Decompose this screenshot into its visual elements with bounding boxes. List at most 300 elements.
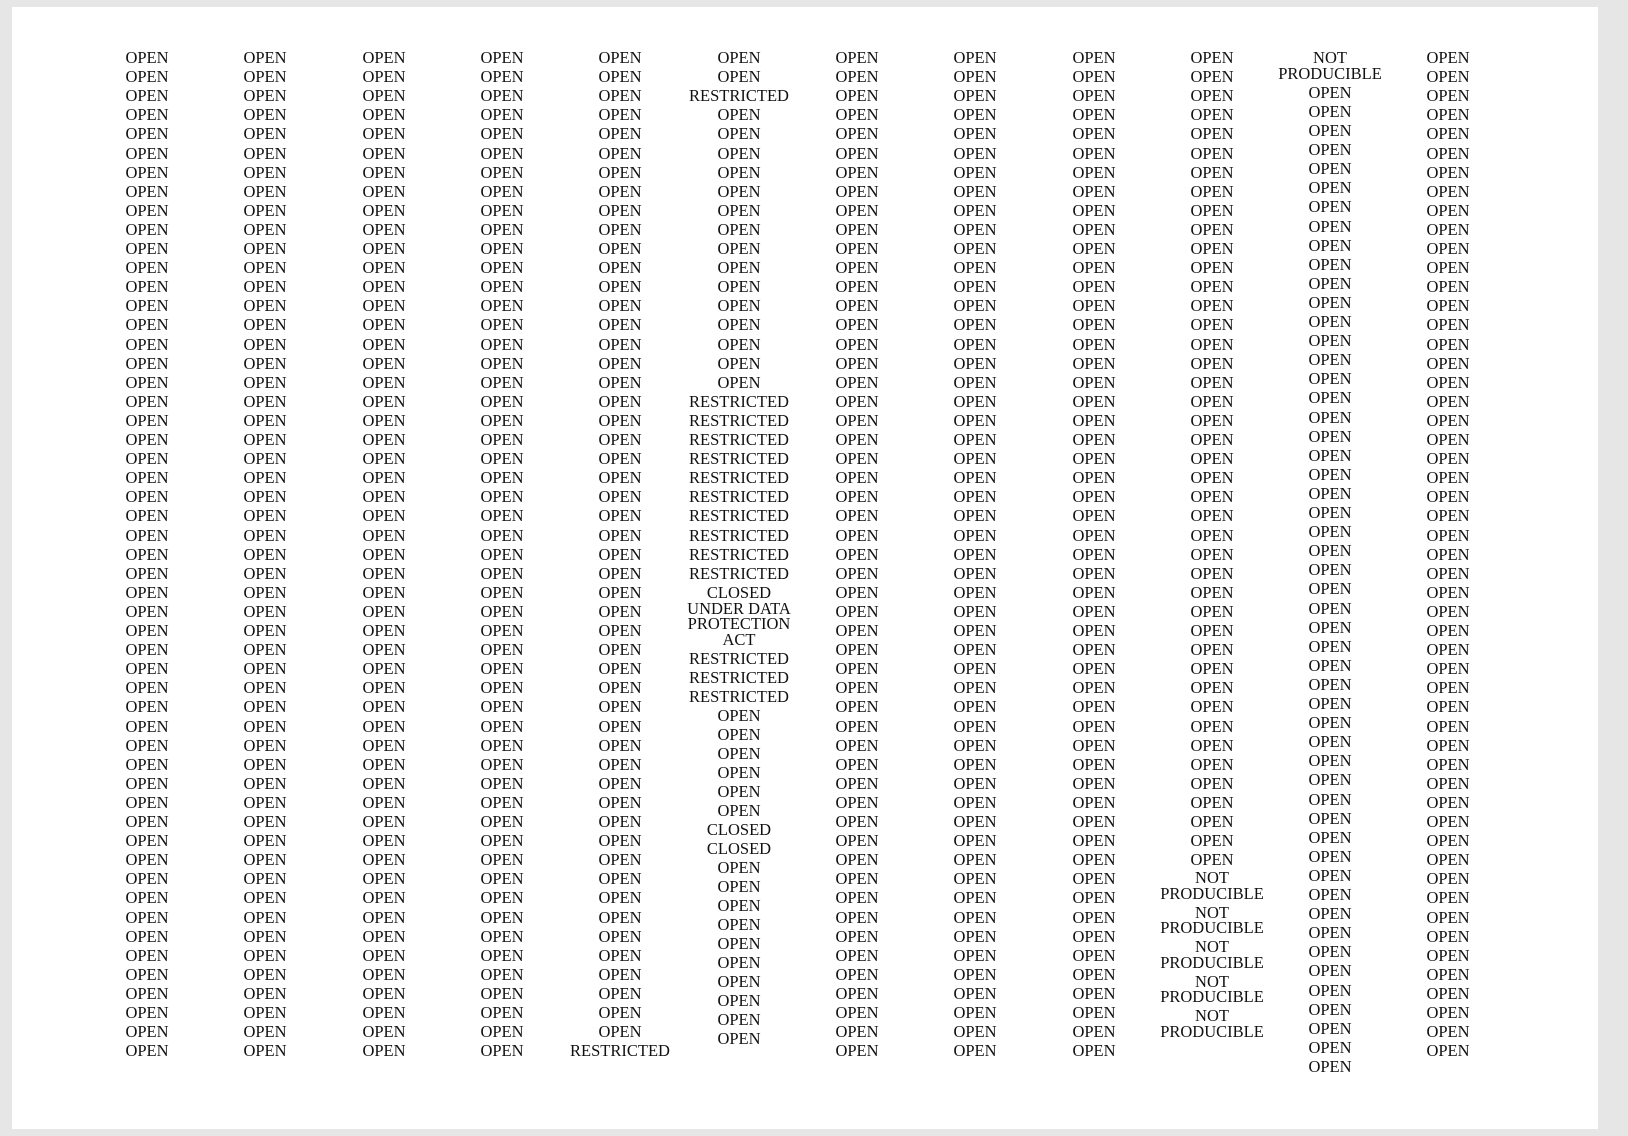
table-cell: OPEN [598,907,642,927]
table-cell: RESTRICTED [689,430,789,449]
table-cell: OPEN [243,659,287,679]
table-cell: OPEN [480,812,524,831]
table-cell: OPEN [835,353,879,373]
table-cell: OPEN [1426,640,1470,660]
table-cell: OPEN [362,239,406,258]
table-cell: OPEN [1190,315,1234,335]
table-cell: OPEN [717,353,761,373]
table-cell: OPEN [243,544,287,564]
table-cell: OPEN [125,219,169,239]
table-cell: OPEN [835,48,879,67]
table-cell: OPEN [1072,983,1116,1003]
table-cell: OPEN [480,792,524,812]
table-cell: OPEN [1308,407,1352,427]
table-cell: OPEN [1308,980,1352,1000]
table-cell: OPEN [1072,792,1116,812]
table-cell: OPEN [480,430,524,449]
table-cell: OPEN [598,697,642,717]
table-cell: OPEN [1072,105,1116,125]
table-cell: OPEN [717,277,761,297]
table-cell: OPEN [1308,197,1352,217]
table-cell: OPEN [125,888,169,908]
table-cell: OPEN [953,544,997,564]
table-cell: OPEN [1072,812,1116,831]
table-cell: OPEN [598,506,642,526]
table-cell: OPEN [835,181,879,201]
table-cell: OPEN [1072,219,1116,239]
table-cell: OPEN [717,706,761,726]
table-cell: OPEN [1308,655,1352,675]
table-cell: OPEN [1426,563,1470,583]
table-cell: OPEN [362,1041,406,1061]
table-cell: OPEN [243,621,287,640]
table-cell: OPEN [362,315,406,335]
table-cell: OPEN [243,907,287,927]
table-cell: OPEN [125,563,169,583]
table-cell: OPEN [1072,277,1116,297]
table-cell: OPEN [125,869,169,889]
table-cell: PRODUCIBLE [1160,883,1264,903]
table-cell: OPEN [1072,506,1116,526]
table-cell: OPEN [598,258,642,278]
table-cell: OPEN [362,907,406,927]
table-cell: OPEN [717,896,761,916]
table-cell: OPEN [1190,659,1234,679]
table-cell: CLOSED [706,582,772,602]
table-cell: OPEN [717,219,761,239]
table-cell: OPEN [835,487,879,507]
table-cell: OPEN [1190,410,1234,430]
table-cell: OPEN [1072,525,1116,545]
table-cell: OPEN [480,964,524,984]
table-cell: OPEN [125,964,169,984]
table-cell: OPEN [243,219,287,239]
table-cell: OPEN [598,601,642,621]
table-cell: OPEN [125,48,169,67]
table-cell: OPEN [243,888,287,908]
table-cell: OPEN [1308,273,1352,293]
table-cell: OPEN [835,792,879,812]
table-cell: OPEN [480,487,524,507]
table-cell: OPEN [717,143,761,163]
table-cell: OPEN [480,582,524,602]
table-cell: OPEN [480,601,524,621]
table-cell: PRODUCIBLE [1160,918,1264,938]
table-cell: OPEN [1072,831,1116,851]
table-cell: OPEN [1072,850,1116,870]
table-cell: OPEN [362,143,406,163]
table-cell: OPEN [1308,426,1352,446]
table-cell: OPEN [835,1041,879,1061]
table-cell: OPEN [125,754,169,774]
table-cell: OPEN [835,124,879,144]
table-cell: OPEN [717,953,761,973]
table-cell: OPEN [480,888,524,908]
table-cell: OPEN [1308,961,1352,981]
table-cell: OPEN [1426,430,1470,449]
table-cell: OPEN [243,277,287,297]
table-cell: OPEN [1190,678,1234,698]
table-cell: OPEN [717,315,761,335]
table-cell: RESTRICTED [689,86,789,106]
table-cell: OPEN [243,315,287,335]
table-cell: OPEN [362,219,406,239]
table-cell: OPEN [243,48,287,67]
table-cell: OPEN [1308,885,1352,904]
table-cell: OPEN [480,219,524,239]
table-cell: OPEN [243,258,287,278]
table-cell: ACT [722,629,756,649]
table-cell: OPEN [835,601,879,621]
table-cell: OPEN [1190,449,1234,469]
table-cell: OPEN [480,640,524,660]
table-cell: OPEN [835,315,879,335]
table-cell: OPEN [1190,219,1234,239]
table-cell: OPEN [953,907,997,927]
table-cell: OPEN [1072,181,1116,201]
table-cell: OPEN [953,525,997,545]
table-cell: OPEN [125,410,169,430]
table-cell: OPEN [835,754,879,774]
table-cell: OPEN [1072,964,1116,984]
table-cell: OPEN [598,926,642,946]
table-cell: OPEN [1072,754,1116,774]
table-cell: OPEN [598,162,642,182]
table-cell: OPEN [953,812,997,831]
table-cell: OPEN [1190,812,1234,831]
table-cell: OPEN [953,506,997,526]
table-cell: OPEN [243,506,287,526]
table-cell: OPEN [1426,678,1470,698]
table-cell: OPEN [1190,697,1234,717]
table-cell: OPEN [125,792,169,812]
table-cell: OPEN [598,773,642,793]
table-cell: OPEN [480,372,524,392]
table-cell: OPEN [362,296,406,316]
table-cell: OPEN [1190,86,1234,106]
table-cell: OPEN [243,869,287,889]
table-cell: RESTRICTED [689,649,789,669]
table-cell: OPEN [835,678,879,698]
table-cell: OPEN [1308,865,1352,885]
table-cell: OPEN [953,353,997,373]
table-cell: OPEN [362,773,406,793]
table-cell: OPEN [1072,659,1116,679]
table-cell: OPEN [1190,506,1234,526]
table-cell: OPEN [1308,101,1352,121]
table-cell: OPEN [1308,388,1352,408]
table-cell: OPEN [243,67,287,87]
table-cell: OPEN [953,67,997,87]
table-cell: OPEN [362,716,406,736]
table-cell: NOT [1313,48,1347,67]
table-cell: OPEN [1426,105,1470,125]
table-cell: OPEN [953,105,997,125]
table-cell: RESTRICTED [689,544,789,564]
table-cell: OPEN [1308,770,1352,790]
table-cell: OPEN [1308,159,1352,179]
table-cell: OPEN [717,67,761,87]
table-cell: OPEN [362,200,406,220]
table-cell: OPEN [835,162,879,182]
table-cell: OPEN [362,86,406,106]
table-cell: OPEN [243,964,287,984]
table-cell: OPEN [125,640,169,660]
table-cell: OPEN [480,754,524,774]
table-cell: OPEN [125,162,169,182]
table-cell: OPEN [835,468,879,488]
table-cell: OPEN [362,468,406,488]
table-cell: OPEN [125,659,169,679]
table-cell: OPEN [835,907,879,927]
table-cell: OPEN [1072,640,1116,660]
table-cell: OPEN [717,296,761,316]
table-cell: OPEN [125,983,169,1003]
table-cell: OPEN [125,430,169,449]
table-cell: OPEN [243,563,287,583]
table-cell: OPEN [362,334,406,354]
table-cell: OPEN [1426,812,1470,831]
table-cell: OPEN [243,1022,287,1042]
table-cell: OPEN [953,869,997,889]
table-cell: OPEN [953,773,997,793]
table-cell: OPEN [1072,334,1116,354]
table-cell: OPEN [480,200,524,220]
table-cell: OPEN [362,487,406,507]
table-cell: OPEN [1426,410,1470,430]
table-cell: OPEN [125,1003,169,1022]
table-cell: OPEN [1072,945,1116,965]
table-cell: OPEN [362,544,406,564]
table-cell: OPEN [1072,468,1116,488]
table-cell: OPEN [125,1041,169,1061]
table-cell: OPEN [835,697,879,717]
table-cell: OPEN [362,888,406,908]
table-cell: OPEN [1426,716,1470,736]
table-cell: OPEN [1308,636,1352,656]
table-cell: OPEN [1072,926,1116,946]
table-cell: OPEN [1072,601,1116,621]
table-cell: OPEN [125,258,169,278]
table-cell: OPEN [362,601,406,621]
table-cell: OPEN [480,162,524,182]
table-cell: OPEN [125,67,169,87]
table-cell: NOT [1195,902,1229,922]
table-cell: OPEN [1426,353,1470,373]
table-cell: OPEN [717,763,761,783]
table-cell: OPEN [598,983,642,1003]
table-cell: OPEN [598,67,642,87]
table-cell: OPEN [362,640,406,660]
table-cell: OPEN [480,410,524,430]
table-cell: OPEN [362,697,406,717]
table-cell: OPEN [1426,735,1470,755]
table-cell: OPEN [717,934,761,954]
table-cell: OPEN [362,1003,406,1022]
table-cell: OPEN [1426,296,1470,316]
table-cell: OPEN [1190,372,1234,392]
table-cell: OPEN [1426,48,1470,67]
table-cell: RESTRICTED [689,668,789,688]
table-cell: OPEN [835,334,879,354]
table-cell: OPEN [243,716,287,736]
table-cell: OPEN [835,143,879,163]
table-cell: OPEN [1072,621,1116,640]
table-cell: OPEN [1426,219,1470,239]
table-cell: OPEN [1190,601,1234,621]
table-cell: OPEN [480,391,524,411]
table-cell: RESTRICTED [689,468,789,488]
table-cell: OPEN [953,850,997,870]
table-cell: OPEN [362,850,406,870]
table-cell: OPEN [598,277,642,297]
table-cell: OPEN [717,877,761,897]
table-cell: OPEN [243,792,287,812]
table-cell: OPEN [1308,216,1352,236]
table-cell: OPEN [243,200,287,220]
table-cell: OPEN [1072,869,1116,889]
table-cell: OPEN [1426,124,1470,144]
table-cell: OPEN [1426,200,1470,220]
table-cell: OPEN [1308,1037,1352,1057]
table-cell: OPEN [1072,162,1116,182]
table-cell: RESTRICTED [689,487,789,507]
table-cell: OPEN [1190,831,1234,851]
table-cell: OPEN [1426,162,1470,182]
table-cell: OPEN [362,372,406,392]
table-cell: PRODUCIBLE [1160,987,1264,1007]
table-cell: OPEN [598,888,642,908]
table-cell: OPEN [835,621,879,640]
table-cell: OPEN [243,754,287,774]
table-cell: OPEN [953,983,997,1003]
table-cell: OPEN [480,697,524,717]
table-cell: OPEN [1190,239,1234,258]
table-cell: OPEN [243,926,287,946]
table-cell: OPEN [953,1041,997,1061]
table-cell: PROTECTION [687,614,791,634]
table-cell: OPEN [480,831,524,851]
table-cell: OPEN [1426,86,1470,106]
table-cell: OPEN [835,239,879,258]
table-cell: OPEN [1308,541,1352,561]
table-cell: OPEN [598,525,642,545]
table-cell: PRODUCIBLE [1278,64,1382,83]
table-cell: OPEN [362,162,406,182]
table-cell: RESTRICTED [689,563,789,583]
table-cell: OPEN [480,716,524,736]
table-cell: OPEN [835,850,879,870]
table-cell: OPEN [480,334,524,354]
table-cell: OPEN [243,353,287,373]
table-cell: OPEN [243,239,287,258]
table-cell: OPEN [1426,487,1470,507]
table-cell: OPEN [598,563,642,583]
table-cell: RESTRICTED [689,391,789,411]
table-cell: OPEN [125,831,169,851]
table-cell: OPEN [1426,621,1470,640]
table-cell: NOT [1195,1005,1229,1025]
table-cell: OPEN [953,716,997,736]
table-cell: OPEN [1426,697,1470,717]
table-cell: OPEN [1190,181,1234,201]
table-cell: OPEN [1308,140,1352,160]
table-cell: OPEN [125,525,169,545]
table-cell: OPEN [835,86,879,106]
table-cell: OPEN [1190,487,1234,507]
table-cell: OPEN [598,315,642,335]
table-cell: OPEN [1308,579,1352,599]
table-cell: OPEN [362,449,406,469]
table-cell: OPEN [717,258,761,278]
table-cell: OPEN [1072,258,1116,278]
table-cell: OPEN [953,754,997,774]
table-cell: OPEN [1308,445,1352,465]
table-cell: OPEN [835,926,879,946]
table-cell: OPEN [1426,926,1470,946]
table-cell: OPEN [1308,694,1352,713]
table-cell: CLOSED [706,820,772,840]
table-cell: OPEN [953,659,997,679]
table-cell: OPEN [480,983,524,1003]
table-cell: OPEN [1072,449,1116,469]
table-cell: OPEN [125,697,169,717]
table-cell: OPEN [717,991,761,1011]
table-cell: OPEN [480,181,524,201]
table-cell: OPEN [835,410,879,430]
table-cell: OPEN [598,945,642,965]
table-cell: OPEN [480,67,524,87]
table-cell: OPEN [125,372,169,392]
table-cell: OPEN [598,239,642,258]
table-cell: OPEN [835,773,879,793]
table-cell: OPEN [835,105,879,125]
table-cell: OPEN [1072,563,1116,583]
table-cell: OPEN [1308,235,1352,255]
table-cell: OPEN [1190,525,1234,545]
table-cell: OPEN [1426,277,1470,297]
table-cell: OPEN [243,525,287,545]
table-cell: OPEN [953,449,997,469]
table-cell: OPEN [1190,544,1234,564]
table-cell: OPEN [953,372,997,392]
table-cell: OPEN [598,334,642,354]
table-cell: OPEN [362,678,406,698]
table-cell: OPEN [953,143,997,163]
table-cell: OPEN [717,200,761,220]
table-cell: OPEN [243,983,287,1003]
table-cell: OPEN [1308,1056,1352,1076]
table-cell: OPEN [362,869,406,889]
table-cell: OPEN [1072,716,1116,736]
table-cell: OPEN [1308,617,1352,637]
table-cell: OPEN [1426,945,1470,965]
table-cell: OPEN [1190,353,1234,373]
table-cell: OPEN [362,964,406,984]
table-cell: OPEN [362,258,406,278]
table-cell: OPEN [835,1022,879,1042]
table-cell: OPEN [480,621,524,640]
table-cell: OPEN [243,735,287,755]
table-cell: OPEN [953,582,997,602]
table-cell: OPEN [480,1022,524,1042]
table-cell: OPEN [835,869,879,889]
table-cell: OPEN [1426,907,1470,927]
table-cell: OPEN [1072,430,1116,449]
table-cell: OPEN [953,926,997,946]
table-cell: OPEN [598,544,642,564]
table-cell: OPEN [1308,999,1352,1019]
